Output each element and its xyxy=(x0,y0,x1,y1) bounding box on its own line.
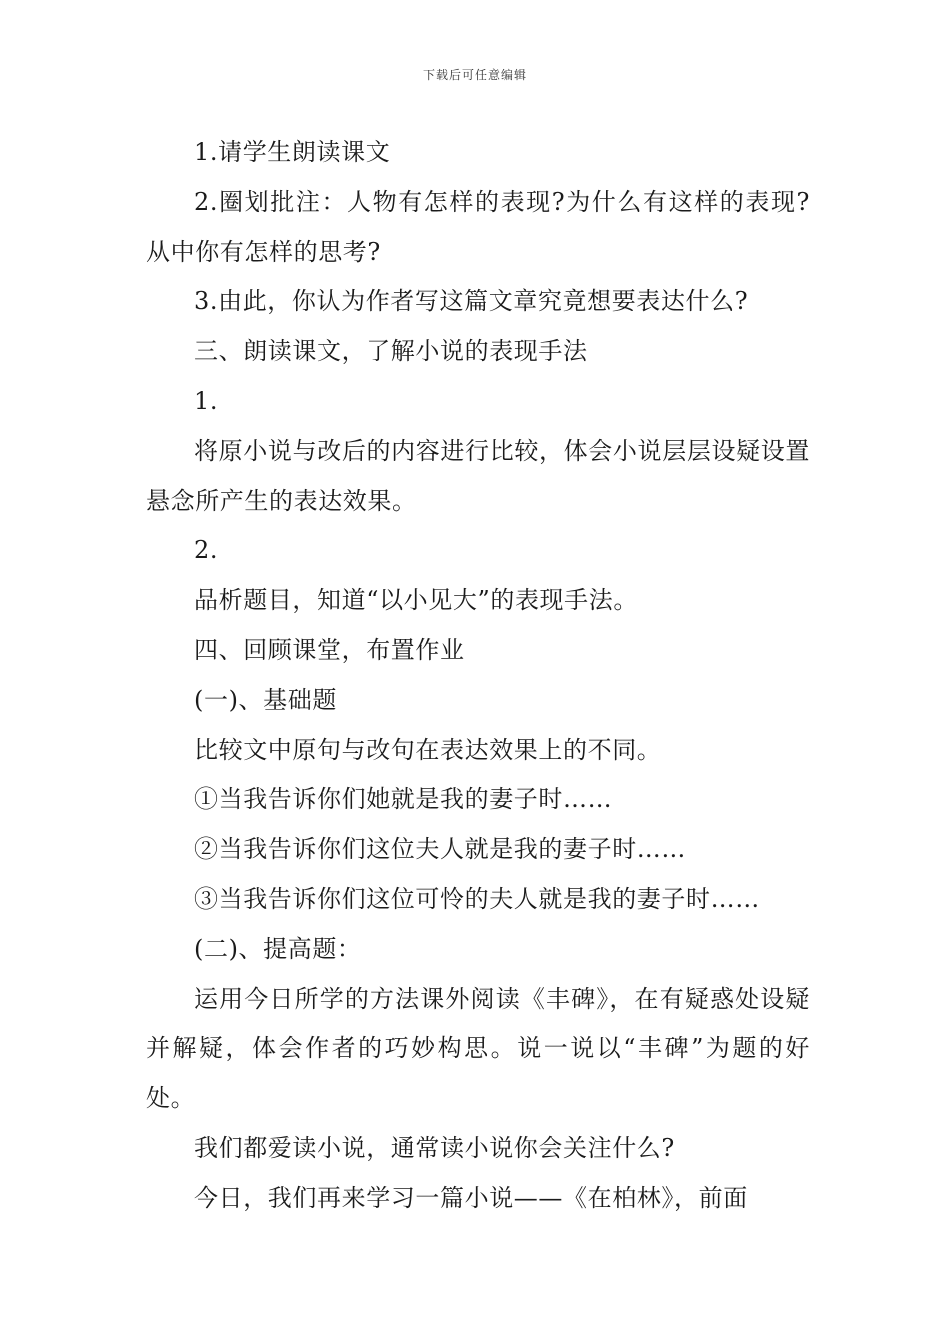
paragraph-9: 运用今日所学的方法课外阅读《丰碑》，在有疑惑处设疑并解疑，体会作者的巧妙构思。说一说以“丰碑”为题的好处。 xyxy=(146,984,810,1113)
section-heading-3: 三、朗读课文，了解小说的表现手法 xyxy=(194,337,588,366)
paragraph-10: 我们都爱读小说，通常读小说你会关注什么? xyxy=(194,1133,675,1162)
subsection-heading-1: (一)、基础题 xyxy=(194,685,337,714)
sentence-option-3: ③当我告诉你们这位可怜的夫人就是我的妻子时…… xyxy=(194,884,760,913)
paragraph-7: 品析题目，知道“以小见大”的表现手法。 xyxy=(194,586,638,615)
paragraph-5: 将原小说与改后的内容进行比较，体会小说层层设疑设置悬念所产生的表达效果。 xyxy=(146,436,810,515)
paragraph-11: 今日，我们再来学习一篇小说——《在柏林》，前面 xyxy=(194,1183,748,1212)
section-heading-4: 四、回顾课堂，布置作业 xyxy=(194,635,465,664)
paragraph-4: 1. xyxy=(194,386,219,415)
paragraph-8: 比较文中原句与改句在表达效果上的不同。 xyxy=(194,735,662,764)
sentence-option-1: ①当我告诉你们她就是我的妻子时…… xyxy=(194,785,613,814)
subsection-heading-2: (二)、提高题： xyxy=(194,934,362,963)
paragraph-1: 1.请学生朗读课文 xyxy=(194,138,391,166)
paragraph-6: 2. xyxy=(194,536,219,565)
paragraph-2: 2.圈划批注：人物有怎样的表现?为什么有这样的表现?从中你有怎样的思考? xyxy=(146,187,810,266)
paragraph-3: 3.由此，你认为作者写这篇文章究竟想要表达什么? xyxy=(194,287,749,316)
page-header: 下载后可任意编辑 xyxy=(422,68,527,82)
document-body xyxy=(146,128,810,1224)
sentence-option-2: ②当我告诉你们这位夫人就是我的妻子时…… xyxy=(194,835,686,864)
